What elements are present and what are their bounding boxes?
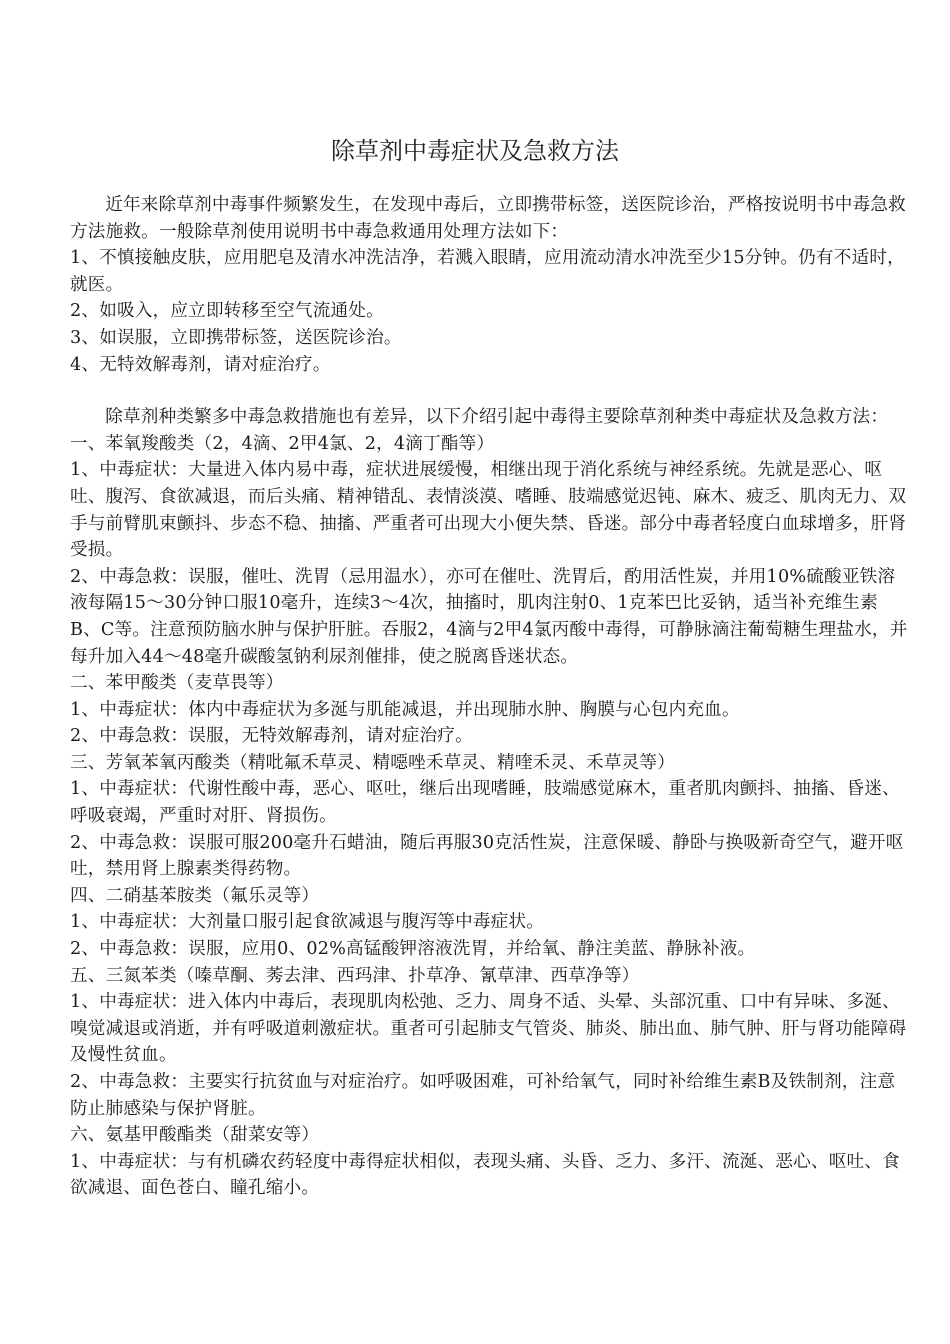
section-heading: 六、氨基甲酸酯类（甜菜安等）	[70, 1125, 320, 1146]
section-heading: 二、苯甲酸类（麦草畏等）	[70, 673, 284, 694]
section-heading: 四、二硝基苯胺类（氟乐灵等）	[70, 885, 320, 906]
section-heading: 三、芳氧苯氧丙酸类（精吡氟禾草灵、精噁唑禾草灵、精喹禾灵、禾草灵等）	[70, 752, 675, 773]
general-step: 3、如误服，立即携带标签，送医院诊治。	[70, 327, 402, 348]
section-item: 1、中毒症状：大剂量口服引起食欲减退与腹泻等中毒症状。	[70, 912, 545, 933]
section-item: 1、中毒症状：进入体内中毒后，表现肌肉松弛、乏力、周身不适、头晕、头部沉重、口中有异味、多涎、嗅觉减退或消逝，并有呼吸道刺激症状。重者可引起肺支气管炎、肺炎、肺出血、肺气肿、肝与肾功能障碍及慢性贫血。	[70, 992, 907, 1066]
section-item: 2、中毒急救：误服，无特效解毒剂，请对症治疗。	[70, 726, 473, 747]
intro2-paragraph: 除草剂种类繁多中毒急救措施也有差异，以下介绍引起中毒得主要除草剂种类中毒症状及急救方法：	[105, 407, 889, 428]
section-item: 2、中毒急救：误服可服200毫升石蜡油，随后再服30克活性炭，注意保暖、静卧与换吸新奇空气，避开呕吐，禁用肾上腺素类得药物。	[70, 832, 904, 880]
paragraph-spacer	[70, 378, 908, 404]
document-body	[70, 192, 908, 1202]
general-step: 4、无特效解毒剂，请对症治疗。	[70, 354, 331, 375]
general-step: 1、不慎接触皮肤，应用肥皂及清水冲洗洁净，若溅入眼睛，应用流动清水冲洗至少15分钟。仍有不适时，就医。	[70, 248, 905, 295]
section-heading: 一、苯氧羧酸类（2，4滴、2甲4氯、2，4滴丁酯等）	[70, 433, 495, 454]
section-item: 1、中毒症状：大量进入体内易中毒，症状进展缓慢，相继出现于消化系统与神经系统。先就是恶心、呕吐、腹泻、食欲减退，而后头痛、精神错乱、表情淡漠、嗜睡、肢端感觉迟钝、麻木、疲乏、肌肉无力、双手与前臂肌束颤抖、步态不稳、抽搐、严重者可出现大小便失禁、昏迷。部分中毒者轻度白血球增多，肝肾受损。	[70, 460, 907, 561]
section-item: 2、中毒急救：误服，应用0、02%高锰酸钾溶液洗胃，并给氧、静注美蓝、静脉补液。	[70, 939, 756, 960]
document-title: 除草剂中毒症状及急救方法	[331, 137, 619, 165]
section-item: 1、中毒症状：代谢性酸中毒，恶心、呕吐，继后出现嗜睡，肢端感觉麻木，重者肌肉颤抖、抽搐、昏迷、呼吸衰竭，严重时对肝、肾损伤。	[70, 779, 900, 827]
section-item: 2、中毒急救：误服，催吐、洗胃（忌用温水），亦可在催吐、洗胃后，酌用活性炭，并用10%硫酸亚铁溶液每隔15～30分钟口服10毫升，连续3～4次，抽搐时，肌肉注射0、1克苯巴比妥钠，适当补充维生素B、C等。注意预防脑水肿与保护肝脏。吞服2，4滴与2甲4氯丙酸中毒得，可静脉滴注葡萄糖生理盐水，并每升加入44～48毫升碳酸氢钠利尿剂催排，使之脱离昏迷状态。	[70, 566, 908, 667]
section-item: 2、中毒急救：主要实行抗贫血与对症治疗。如呼吸困难，可补给氧气，同时补给维生素B及铁制剂，注意防止肺感染与保护肾脏。	[70, 1072, 896, 1119]
intro-paragraph: 近年来除草剂中毒事件频繁发生，在发现中毒后，立即携带标签，送医院诊治，严格按说明书中毒急救方法施救。一般除草剂使用说明书中毒急救通用处理方法如下：	[70, 195, 906, 242]
section-item: 1、中毒症状：与有机磷农药轻度中毒得症状相似，表现头痛、头昏、乏力、多汗、流涎、恶心、呕吐、食欲减退、面色苍白、瞳孔缩小。	[70, 1151, 900, 1199]
section-item: 1、中毒症状：体内中毒症状为多涎与肌能减退，并出现肺水肿、胸膜与心包内充血。	[70, 699, 740, 720]
general-step: 2、如吸入，应立即转移至空气流通处。	[70, 301, 384, 322]
section-heading: 五、三氮苯类（嗪草酮、莠去津、西玛津、扑草净、氰草津、西草净等）	[70, 965, 640, 986]
